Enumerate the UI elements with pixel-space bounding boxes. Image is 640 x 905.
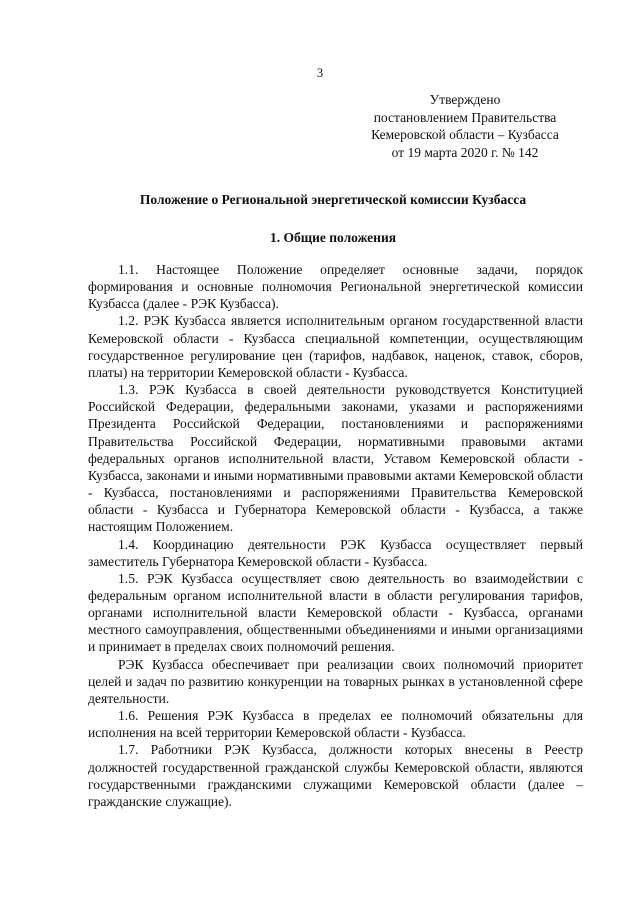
page-number: 3 [316, 66, 324, 80]
document-body [88, 261, 583, 810]
paragraph: РЭК Кузбасса обеспечивает при реализации своих полномочий приоритет целей и задач по развитию конкуренции на товарных рынках в установленной сфере деятельности. [88, 656, 583, 706]
approval-line: постановлением Правительства [373, 109, 557, 125]
approval-stamp [345, 91, 585, 161]
approval-line: Кемеровской области – Кузбасса [371, 127, 559, 142]
approval-line: Утверждено [429, 92, 501, 107]
section-heading: 1. Общие положения [269, 230, 397, 245]
paragraph: 1.3. РЭК Кузбасса в своей деятельности руководствуется Конституцией Российской Федерации, федеральными законами, указами и распоряжениями Президента Российской Федерации, постановлениями и распоряжениями Правительства Российской Федерации, нормативными правовыми актами федеральных органов исполнительной власти, Уставом Кемеровской области - Кузбасса, законами и иными нормативными правовыми актами Кемеровской области - Кузбасса, постановлениями и распоряжениями Правительства Кемеровской области - Кузбасса и Губернатора Кемеровской области - Кузбасса, а также настоящим Положением. [88, 382, 583, 535]
paragraph: 1.5. РЭК Кузбасса осуществляет свою деятельность во взаимодействии с федеральным органом исполнительной власти в области регулирования тарифов, органами исполнительной власти Кемеровской области - Кузбасса, органами местного самоуправления, общественными объединениями и иными организациями и принимает в пределах своих полномочий решения. [88, 570, 583, 655]
approval-line: от 19 марта 2020 г. № 142 [391, 144, 539, 160]
document-title: Положение о Региональной энергетической комиссии Кузбасса [139, 192, 527, 207]
paragraph: 1.7. Работники РЭК Кузбасса, должности которых внесены в Реестр должностей государственной гражданской службы Кемеровской области, являются государственными гражданскими служащими Кемеровской области (далее – гражданские служащие). [88, 742, 583, 809]
paragraph: 1.4. Координацию деятельности РЭК Кузбасса осуществляет первый заместитель Губернатора Кемеровской области - Кузбасса. [88, 536, 583, 569]
paragraph: 1.6. Решения РЭК Кузбасса в пределах ее полномочий обязательны для исполнения на всей территории Кемеровской области - Кузбасса. [88, 708, 583, 741]
paragraph: 1.1. Настоящее Положение определяет основные задачи, порядок формирования и основные полномочия Региональной энергетической комиссии Кузбасса (далее - РЭК Кузбасса). [88, 262, 583, 312]
paragraph: 1.2. РЭК Кузбасса является исполнительным органом государственной власти Кемеровской области - Кузбасса специальной компетенции, осуществляющим государственное регулирование цен (тарифов, надбавок, наценок, ставок, сборов, платы) на территории Кемеровской области - Кузбасса. [88, 313, 583, 380]
